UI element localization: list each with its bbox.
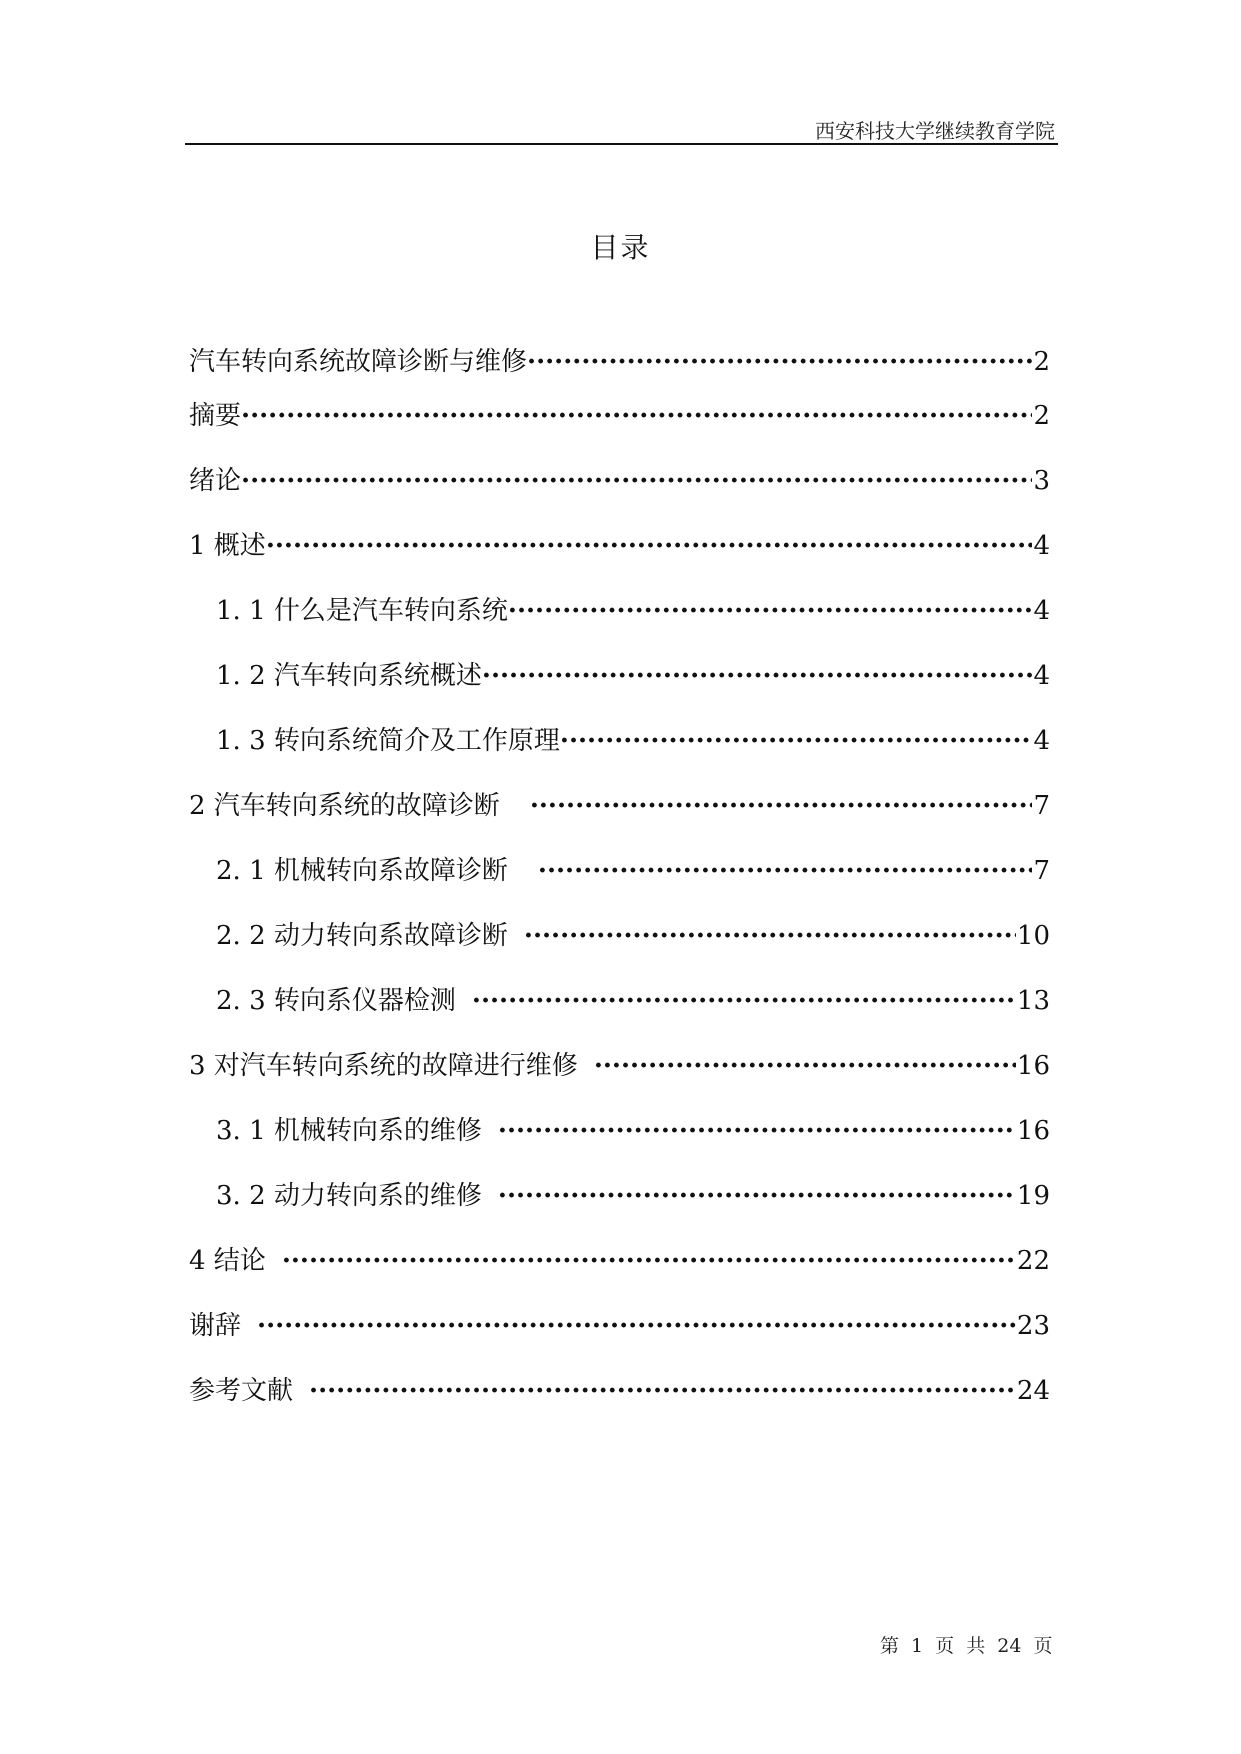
- toc-leader: [472, 981, 1016, 1021]
- toc-entry[interactable]: [216, 1176, 1050, 1216]
- toc-entry-label: 3. 2 动力转向系的维修: [216, 1181, 482, 1211]
- toc-entry[interactable]: [189, 526, 1050, 566]
- toc-entry-page: 4: [1033, 726, 1050, 756]
- toc-entry-label: 2 汽车转向系统的故障诊断: [189, 791, 500, 821]
- toc-leader: [560, 721, 1033, 761]
- toc-entry-label: 2. 2 动力转向系故障诊断: [216, 921, 508, 951]
- toc-entry-label: 4 结论: [189, 1246, 266, 1276]
- header-rule: [185, 143, 1058, 145]
- toc-entry-label: 3 对汽车转向系统的故障进行维修: [189, 1051, 578, 1081]
- toc-entry[interactable]: [216, 1111, 1050, 1151]
- toc-entry-page: 16: [1016, 1116, 1050, 1146]
- toc-leader: [266, 526, 1033, 566]
- toc-entry-label: 摘要: [189, 401, 242, 431]
- page-number-footer: 第 1 页 共 24 页: [880, 1635, 1053, 1657]
- toc-leader: [524, 916, 1016, 956]
- toc-leader: [498, 1111, 1016, 1151]
- toc-entry-page: 13: [1016, 986, 1050, 1016]
- toc-leader: [508, 591, 1033, 631]
- toc-entry-page: 23: [1016, 1311, 1050, 1341]
- toc-entry-page: 2: [1033, 347, 1050, 377]
- toc-entry-page: 4: [1033, 531, 1050, 561]
- toc-title: 目录: [590, 231, 651, 264]
- toc-entry[interactable]: [189, 342, 1050, 382]
- toc-entry-label: 2. 3 转向系仪器检测: [216, 986, 456, 1016]
- toc-entry-page: 7: [1033, 856, 1050, 886]
- toc-leader: [241, 396, 1032, 436]
- toc-leader: [482, 656, 1033, 696]
- toc-entry-label: 1. 2 汽车转向系统概述: [216, 661, 482, 691]
- toc-entry[interactable]: [216, 981, 1050, 1021]
- toc-entry-label: 参考文献: [189, 1376, 294, 1406]
- toc-entry-page: 2: [1033, 401, 1050, 431]
- toc-leader: [241, 461, 1032, 501]
- toc-leader: [309, 1371, 1016, 1411]
- toc-leader: [498, 1176, 1016, 1216]
- toc-entry[interactable]: [216, 656, 1050, 696]
- toc-entry-label: 谢辞: [189, 1311, 242, 1341]
- toc-leader: [530, 786, 1033, 826]
- toc-entry-label: 1 概述: [189, 531, 266, 561]
- running-header: 西安科技大学继续教育学院: [815, 119, 1055, 143]
- toc-leader: [527, 342, 1032, 382]
- toc-entry-page: 7: [1033, 791, 1050, 821]
- toc-entry[interactable]: [216, 721, 1050, 761]
- toc-entry-label: 绪论: [189, 466, 242, 496]
- toc-entry-page: 24: [1016, 1376, 1050, 1406]
- toc-leader: [282, 1241, 1016, 1281]
- toc-entry-page: 19: [1016, 1181, 1050, 1211]
- toc-entry[interactable]: [216, 851, 1050, 891]
- toc-entry-page: 10: [1016, 921, 1050, 951]
- toc-entry-page: 4: [1033, 596, 1050, 626]
- toc-leader: [257, 1306, 1016, 1346]
- toc-entry-label: 2. 1 机械转向系故障诊断: [216, 856, 508, 886]
- toc-entry-label: 1. 1 什么是汽车转向系统: [216, 596, 508, 626]
- toc-entry[interactable]: [189, 461, 1050, 501]
- toc-entry-page: 3: [1033, 466, 1050, 496]
- toc-entry[interactable]: [189, 786, 1050, 826]
- toc-entry[interactable]: [189, 396, 1050, 436]
- toc-entry[interactable]: [216, 591, 1050, 631]
- toc-entry-label: 1. 3 转向系统简介及工作原理: [216, 726, 560, 756]
- toc-entry-page: 4: [1033, 661, 1050, 691]
- toc-entry[interactable]: [189, 1241, 1050, 1281]
- toc-entry-page: 22: [1016, 1246, 1050, 1276]
- toc-entry-page: 16: [1016, 1051, 1050, 1081]
- toc-entry[interactable]: [189, 1046, 1050, 1086]
- toc-entry-label: 3. 1 机械转向系的维修: [216, 1116, 482, 1146]
- toc-entry[interactable]: [216, 916, 1050, 956]
- toc-entry[interactable]: [189, 1306, 1050, 1346]
- toc-entry-label: 汽车转向系统故障诊断与维修: [189, 347, 528, 377]
- toc-entry[interactable]: [189, 1371, 1050, 1411]
- toc-leader: [538, 851, 1033, 891]
- toc-leader: [594, 1046, 1016, 1086]
